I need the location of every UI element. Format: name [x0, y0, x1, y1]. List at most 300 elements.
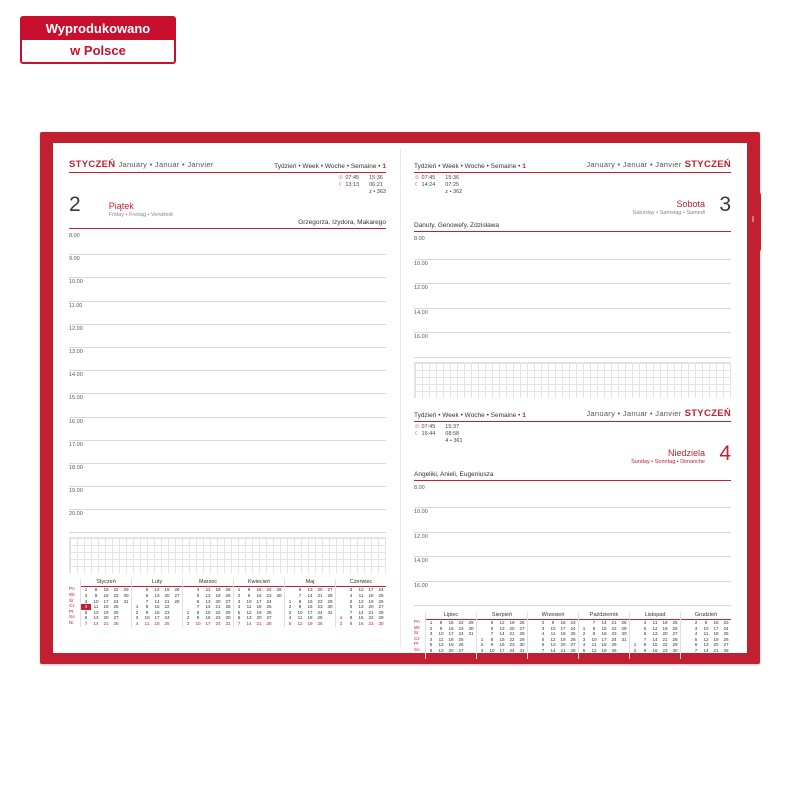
mini-calendar-day[interactable]: 25 [672, 620, 678, 625]
mini-calendar-day[interactable]: 14 [358, 609, 364, 615]
mini-calendar-day[interactable]: 20 [164, 593, 170, 599]
mini-calendar-day[interactable]: 11 [652, 620, 658, 625]
mini-calendar-day[interactable]: 7 [84, 621, 88, 626]
hour-slot[interactable] [69, 441, 386, 464]
mini-calendar-day[interactable]: 31 [327, 609, 333, 615]
mini-calendar-day[interactable]: 26 [458, 642, 464, 648]
mini-calendar-month[interactable] [182, 579, 233, 626]
mini-calendar-day[interactable]: 14 [652, 636, 658, 642]
mini-calendar-day[interactable]: 17 [154, 615, 160, 621]
mini-calendar-day[interactable] [619, 654, 629, 660]
mini-calendar-day[interactable]: 5 [541, 636, 545, 642]
mini-calendar-day[interactable]: 10 [195, 621, 201, 626]
mini-calendar-day[interactable]: 16 [652, 647, 658, 653]
mini-calendar-day[interactable]: 13 [154, 593, 160, 599]
mini-calendar-day[interactable]: 22 [713, 653, 719, 659]
mini-calendar-day[interactable]: 10 [550, 625, 556, 631]
mini-calendar-day[interactable]: 23 [458, 625, 464, 631]
mini-calendar-day[interactable]: 12 [438, 642, 444, 648]
hour-slot[interactable] [414, 508, 731, 533]
mini-calendar-day[interactable]: 17 [601, 636, 607, 642]
mini-calendar-day[interactable]: 18 [499, 653, 505, 659]
mini-calendar-day[interactable]: 7 [429, 653, 433, 659]
mini-calendar-day[interactable]: 2 [237, 593, 241, 599]
mini-calendar-day[interactable]: 25 [266, 604, 272, 610]
hour-slot[interactable] [69, 510, 386, 533]
mini-calendar-day[interactable]: 23 [164, 609, 170, 615]
mini-calendar-day[interactable]: 26 [174, 587, 180, 593]
mini-calendar-day[interactable]: 22 [611, 625, 617, 631]
mini-calendar-day[interactable]: 20 [215, 598, 221, 604]
mini-calendar-day[interactable]: 21 [164, 598, 170, 604]
mini-calendar-day[interactable]: 11 [550, 631, 556, 637]
mini-calendar-day[interactable]: 14 [438, 653, 444, 659]
mini-calendar-day[interactable]: 3 [694, 625, 698, 631]
mini-calendar-day[interactable]: 2 [633, 647, 637, 653]
mini-calendar-day[interactable]: 7 [145, 598, 149, 604]
mini-calendar-day[interactable]: 4 [135, 621, 139, 626]
mini-calendar-day[interactable]: 6 [582, 653, 586, 659]
mini-calendar-day[interactable]: 6 [84, 615, 88, 621]
mini-calendar-day[interactable]: 27 [519, 625, 525, 631]
mini-calendar-day[interactable]: 15 [205, 609, 211, 615]
mini-calendar-day[interactable]: 21 [713, 647, 719, 653]
mini-calendar-day[interactable]: 11 [489, 653, 495, 659]
mini-calendar-day[interactable]: 7 [490, 631, 494, 637]
mini-calendar-day[interactable]: 24 [113, 598, 119, 604]
mini-calendar-day[interactable]: 6 [490, 625, 494, 631]
mini-calendar-day[interactable]: 4 [643, 620, 647, 625]
mini-calendar-day[interactable]: 3 [541, 625, 545, 631]
mini-calendar-day[interactable]: 29 [123, 587, 129, 593]
mini-calendar-day[interactable]: 12 [154, 587, 160, 593]
mini-calendar-day[interactable]: 14 [205, 604, 211, 610]
mini-calendar-day[interactable]: 27 [266, 615, 272, 621]
mini-calendar-day[interactable]: 20 [601, 653, 607, 659]
mini-calendar-day[interactable]: 27 [225, 598, 231, 604]
mini-calendar-day[interactable]: 20 [560, 642, 566, 648]
mini-calendar-day[interactable]: 31 [519, 647, 525, 653]
mini-calendar-day[interactable] [670, 654, 680, 660]
mini-calendar-day[interactable]: 10 [642, 653, 648, 659]
mini-calendar-day[interactable]: 24 [509, 647, 515, 653]
mini-calendar-day[interactable]: 26 [317, 621, 323, 626]
mini-calendar-day[interactable]: 25 [611, 642, 617, 648]
mini-calendar-day[interactable]: 13 [703, 642, 709, 648]
mini-calendar-day[interactable]: 12 [358, 598, 364, 604]
mini-calendar-day[interactable]: 8 [298, 598, 302, 604]
mini-calendar-day[interactable]: 1 [480, 636, 484, 642]
mini-calendar-day[interactable]: 14 [93, 621, 99, 626]
mini-calendar-day[interactable]: 6 [237, 615, 241, 621]
mini-calendar-day[interactable]: 28 [458, 653, 464, 659]
mini-calendar-day[interactable]: 26 [672, 625, 678, 631]
mini-calendar-day[interactable]: 5 [145, 587, 149, 593]
mini-calendar-day[interactable]: 19 [256, 609, 262, 615]
mini-calendar-day[interactable]: 8 [490, 636, 494, 642]
mini-calendar-day[interactable]: 26 [723, 636, 729, 642]
mini-calendar-day[interactable]: 13 [438, 647, 444, 653]
mini-calendar-day[interactable]: 29 [468, 620, 474, 625]
hour-slot[interactable] [69, 325, 386, 348]
mini-calendar-day[interactable]: 20 [317, 587, 323, 593]
mini-calendar-day[interactable]: 13 [652, 631, 658, 637]
mini-calendar-day[interactable]: 14 [499, 631, 505, 637]
mini-calendar-day[interactable]: 18 [368, 593, 374, 599]
mini-calendar-day[interactable]: 3 [186, 621, 190, 626]
mini-calendar-day[interactable]: 17 [560, 625, 566, 631]
mini-calendar-day[interactable]: 17 [652, 653, 658, 659]
mini-calendar-day[interactable]: 30 [327, 604, 333, 610]
mini-calendar-day[interactable]: 1 [633, 642, 637, 648]
mini-calendar-day[interactable]: 29 [570, 653, 576, 659]
mini-calendar-day[interactable]: 28 [519, 631, 525, 637]
mini-calendar-day[interactable]: 23 [723, 620, 729, 625]
mini-calendar-day[interactable] [274, 621, 284, 627]
mini-calendar-day[interactable]: 8 [439, 620, 443, 625]
mini-calendar-day[interactable]: 9 [704, 620, 708, 625]
mini-calendar-day[interactable]: 12 [205, 593, 211, 599]
mini-calendar-day[interactable]: 2 [480, 642, 484, 648]
mini-calendar-day[interactable]: 1 [186, 609, 190, 615]
mini-calendar-day[interactable]: 5 [582, 647, 586, 653]
mini-calendar-day[interactable]: 29 [378, 615, 384, 621]
mini-calendar-day[interactable]: 30 [519, 642, 525, 648]
mini-calendar-day[interactable]: 22 [509, 636, 515, 642]
mini-calendar-day[interactable]: 3 [288, 609, 292, 615]
mini-calendar-month[interactable] [425, 612, 476, 659]
mini-calendar-month[interactable] [629, 612, 680, 659]
mini-calendar-day[interactable]: 21 [317, 593, 323, 599]
mini-calendar-day[interactable] [121, 621, 131, 627]
mini-calendar-day[interactable]: 12 [93, 609, 99, 615]
mini-calendar-day[interactable]: 30 [123, 593, 129, 599]
mini-calendar-day[interactable]: 9 [196, 615, 200, 621]
mini-calendar-day[interactable]: 5 [643, 625, 647, 631]
mini-calendar-day[interactable]: 30 [672, 647, 678, 653]
mini-calendar-day[interactable]: 28 [113, 621, 119, 626]
mini-calendar-day[interactable]: 24 [570, 625, 576, 631]
mini-calendar-day[interactable]: 9 [145, 609, 149, 615]
mini-calendar-month[interactable] [284, 579, 335, 626]
mini-calendar-day[interactable]: 16 [358, 621, 364, 626]
mini-calendar-day[interactable]: 12 [297, 621, 303, 626]
mini-calendar-day[interactable]: 5 [429, 642, 433, 648]
mini-calendar-day[interactable]: 20 [509, 625, 515, 631]
mini-calendar-day[interactable]: 15 [550, 653, 556, 659]
mini-calendar-day[interactable]: 29 [723, 653, 729, 659]
mini-calendar-day[interactable]: 24 [317, 609, 323, 615]
mini-calendar-month[interactable] [680, 612, 731, 659]
mini-calendar-day[interactable]: 11 [358, 593, 364, 599]
mini-calendar-day[interactable]: 5 [196, 593, 200, 599]
mini-calendar-day[interactable]: 4 [694, 631, 698, 637]
mini-calendar-day[interactable]: 20 [448, 647, 454, 653]
mini-calendar-day[interactable]: 9 [439, 625, 443, 631]
mini-calendar-day[interactable]: 15 [652, 642, 658, 648]
mini-calendar-day[interactable]: 22 [266, 587, 272, 593]
mini-calendar-day[interactable]: 23 [266, 593, 272, 599]
mini-calendar-day[interactable]: 21 [103, 621, 109, 626]
mini-calendar-day[interactable]: 25 [113, 604, 119, 610]
mini-calendar-month[interactable] [527, 612, 578, 659]
mini-calendar-day[interactable]: 8 [145, 604, 149, 610]
mini-calendar-day[interactable]: 12 [703, 636, 709, 642]
mini-calendar-day[interactable]: 16 [560, 620, 566, 625]
mini-calendar-day[interactable]: 14 [154, 598, 160, 604]
mini-calendar-day[interactable]: 18 [215, 587, 221, 593]
hour-slot[interactable] [69, 464, 386, 487]
hour-slot[interactable] [69, 487, 386, 510]
mini-calendar-day[interactable]: 18 [307, 615, 313, 621]
mini-calendar-day[interactable]: 3 [84, 598, 88, 604]
mini-calendar-day[interactable]: 2 [694, 620, 698, 625]
mini-calendar-day[interactable]: 4 [349, 593, 353, 599]
mini-calendar-day[interactable]: 14 [246, 621, 252, 626]
mini-calendar-day[interactable]: 14 [307, 593, 313, 599]
mini-calendar-day[interactable]: 13 [591, 653, 597, 659]
mini-calendar-day[interactable]: 25 [458, 636, 464, 642]
mini-calendar-day[interactable]: 11 [297, 615, 303, 621]
mini-calendar-day[interactable]: 18 [662, 620, 668, 625]
mini-calendar-day[interactable]: 10 [489, 647, 495, 653]
mini-calendar-day[interactable]: 27 [723, 642, 729, 648]
mini-calendar-day[interactable]: 13 [246, 615, 252, 621]
mini-calendar-day[interactable]: 5 [349, 598, 353, 604]
mini-calendar-day[interactable]: 15 [601, 625, 607, 631]
mini-calendar-day[interactable]: 18 [448, 636, 454, 642]
mini-calendar-day[interactable]: 28 [672, 636, 678, 642]
mini-calendar-day[interactable]: 28 [621, 620, 627, 625]
mini-calendar-day[interactable]: 16 [103, 593, 109, 599]
mini-calendar-day[interactable]: 9 [298, 604, 302, 610]
mini-calendar-day[interactable]: 1 [339, 615, 343, 621]
mini-calendar-day[interactable]: 21 [509, 631, 515, 637]
mini-calendar-day[interactable]: 29 [276, 587, 282, 593]
hour-slot[interactable] [414, 533, 731, 558]
mini-calendar-day[interactable]: 19 [164, 587, 170, 593]
mini-calendar-day[interactable]: 20 [256, 615, 262, 621]
mini-calendar-month[interactable] [335, 579, 386, 626]
mini-calendar-day[interactable]: 19 [509, 620, 515, 625]
mini-calendar-day[interactable]: 6 [145, 593, 149, 599]
hour-slot[interactable] [414, 557, 731, 582]
mini-calendar-day[interactable]: 26 [266, 609, 272, 615]
mini-calendar-day[interactable]: 21 [256, 621, 262, 626]
hour-slot[interactable] [69, 371, 386, 394]
mini-calendar-month[interactable] [131, 579, 182, 626]
mini-calendar-day[interactable]: 7 [196, 604, 200, 610]
mini-calendar-day[interactable]: 28 [570, 647, 576, 653]
mini-calendar-day[interactable]: 3 [480, 647, 484, 653]
mini-calendar-day[interactable]: 9 [94, 593, 98, 599]
mini-calendar-day[interactable]: 28 [225, 604, 231, 610]
mini-calendar-day[interactable]: 24 [164, 615, 170, 621]
mini-calendar-day[interactable]: 18 [256, 604, 262, 610]
mini-calendar-day[interactable]: 1 [237, 587, 241, 593]
mini-calendar-day[interactable]: 20 [662, 631, 668, 637]
mini-calendar-day[interactable]: 15 [154, 604, 160, 610]
mini-calendar-day[interactable]: 23 [215, 615, 221, 621]
mini-calendar-day[interactable]: 21 [560, 647, 566, 653]
mini-calendar-day[interactable]: 2 [186, 615, 190, 621]
mini-calendar-day[interactable]: 4 [237, 604, 241, 610]
mini-calendar-month[interactable] [476, 612, 527, 659]
mini-calendar-day[interactable]: 14 [703, 647, 709, 653]
mini-calendar-day[interactable]: 13 [93, 615, 99, 621]
mini-calendar-day[interactable]: 15 [358, 615, 364, 621]
mini-calendar-day[interactable]: 17 [307, 609, 313, 615]
mini-calendar-day[interactable]: 19 [560, 636, 566, 642]
mini-calendar-day[interactable]: 27 [458, 647, 464, 653]
mini-calendar-day[interactable] [466, 654, 476, 660]
mini-calendar-day[interactable]: 6 [349, 604, 353, 610]
mini-calendar-day[interactable]: 17 [499, 647, 505, 653]
mini-calendar-day[interactable]: 28 [327, 593, 333, 599]
mini-calendar-day[interactable]: 25 [570, 631, 576, 637]
mini-calendar-day[interactable]: 28 [174, 598, 180, 604]
mini-calendar-day[interactable]: 30 [378, 621, 384, 626]
right-top-notes-grid[interactable] [414, 362, 731, 398]
hour-slot[interactable] [69, 255, 386, 278]
mini-calendar-day[interactable]: 21 [215, 604, 221, 610]
mini-calendar-day[interactable]: 24 [723, 625, 729, 631]
mini-calendar-day[interactable]: 8 [541, 653, 545, 659]
mini-calendar-day[interactable]: 4 [196, 587, 200, 593]
mini-calendar-day[interactable]: 17 [205, 621, 211, 626]
mini-calendar-day[interactable]: 8 [643, 642, 647, 648]
hour-slot[interactable] [414, 582, 731, 607]
mini-calendar-day[interactable]: 6 [541, 642, 545, 648]
mini-calendar-day[interactable]: 16 [713, 620, 719, 625]
mini-calendar-day[interactable]: 7 [541, 647, 545, 653]
mini-calendar-day[interactable]: 21 [448, 653, 454, 659]
mini-calendar-day[interactable]: 11 [144, 621, 150, 626]
hour-slot[interactable] [414, 284, 731, 309]
mini-calendar-day[interactable]: 27 [113, 615, 119, 621]
mini-calendar-day[interactable]: 12 [246, 609, 252, 615]
mini-calendar-day[interactable]: 1 [429, 620, 433, 625]
mini-calendar-day[interactable]: 27 [327, 587, 333, 593]
mini-calendar-day[interactable]: 7 [298, 593, 302, 599]
mini-calendar-day[interactable]: 2 [288, 604, 292, 610]
mini-calendar-day[interactable]: 12 [499, 620, 505, 625]
hour-slot[interactable] [414, 333, 731, 358]
mini-calendar-day[interactable]: 4 [81, 604, 91, 610]
mini-calendar-day[interactable]: 22 [215, 609, 221, 615]
mini-calendar-day[interactable]: 15 [256, 587, 262, 593]
mini-calendar-day[interactable]: 6 [694, 642, 698, 648]
mini-calendar-day[interactable]: 22 [458, 620, 464, 625]
mini-calendar-day[interactable]: 23 [509, 642, 515, 648]
mini-calendar-day[interactable]: 1 [135, 604, 139, 610]
mini-calendar-day[interactable]: 24 [662, 653, 668, 659]
mini-calendar-day[interactable]: 7 [237, 621, 241, 626]
mini-calendar-day[interactable]: 10 [358, 587, 364, 593]
mini-calendar-day[interactable]: 8 [592, 625, 596, 631]
mini-calendar-day[interactable]: 22 [560, 653, 566, 659]
mini-calendar-day[interactable]: 7 [349, 609, 353, 615]
mini-calendar-day[interactable]: 6 [298, 587, 302, 593]
mini-calendar-day[interactable]: 27 [174, 593, 180, 599]
mini-calendar-day[interactable]: 28 [378, 609, 384, 615]
mini-calendar-day[interactable]: 9 [592, 631, 596, 637]
mini-calendar-day[interactable]: 26 [570, 636, 576, 642]
mini-calendar-day[interactable]: 8 [196, 609, 200, 615]
mini-calendar-day[interactable]: 23 [113, 593, 119, 599]
mini-calendar-day[interactable]: 5 [84, 609, 88, 615]
mini-calendar-day[interactable]: 12 [652, 625, 658, 631]
mini-calendar-day[interactable]: 19 [215, 593, 221, 599]
mini-calendar-day[interactable]: 17 [713, 625, 719, 631]
mini-calendar-day[interactable]: 13 [205, 598, 211, 604]
mini-calendar-day[interactable]: 22 [113, 587, 119, 593]
month-tab-marker[interactable] [745, 192, 761, 252]
mini-calendar-day[interactable]: 16 [499, 642, 505, 648]
hour-slot[interactable] [69, 394, 386, 417]
mini-calendar-day[interactable]: 27 [378, 604, 384, 610]
mini-calendar-day[interactable]: 25 [317, 615, 323, 621]
mini-calendar-day[interactable]: 8 [94, 587, 98, 593]
mini-calendar-day[interactable]: 22 [164, 604, 170, 610]
mini-calendar-day[interactable]: 14 [550, 647, 556, 653]
mini-calendar-day[interactable]: 22 [368, 615, 374, 621]
mini-calendar-day[interactable]: 9 [349, 621, 353, 626]
mini-calendar-day[interactable]: 17 [103, 598, 109, 604]
mini-calendar-day[interactable]: 13 [499, 625, 505, 631]
mini-calendar-day[interactable]: 9 [490, 642, 494, 648]
mini-calendar-day[interactable]: 8 [247, 587, 251, 593]
mini-calendar-day[interactable]: 11 [438, 636, 444, 642]
mini-calendar-day[interactable]: 19 [713, 636, 719, 642]
mini-calendar-day[interactable]: 26 [113, 609, 119, 615]
left-notes-grid[interactable] [69, 537, 386, 573]
mini-calendar-day[interactable]: 31 [123, 598, 129, 604]
mini-calendar-day[interactable]: 22 [662, 642, 668, 648]
mini-calendar-day[interactable]: 13 [307, 587, 313, 593]
mini-calendar-day[interactable]: 15 [448, 620, 454, 625]
mini-calendar-day[interactable]: 4 [288, 615, 292, 621]
mini-calendar-day[interactable]: 5 [490, 620, 494, 625]
mini-calendar-day[interactable]: 26 [378, 598, 384, 604]
mini-calendar-month[interactable] [80, 579, 131, 626]
mini-calendar-day[interactable]: 2 [429, 625, 433, 631]
mini-calendar-day[interactable]: 21 [611, 620, 617, 625]
mini-calendar-day[interactable]: 5 [237, 609, 241, 615]
mini-calendar-day[interactable]: 4 [582, 642, 586, 648]
mini-calendar-day[interactable]: 1 [531, 653, 535, 659]
mini-calendar-day[interactable]: 2 [582, 631, 586, 637]
mini-calendar-day[interactable]: 10 [144, 615, 150, 621]
mini-calendar-day[interactable]: 3 [429, 631, 433, 637]
mini-calendar-day[interactable] [325, 621, 335, 627]
mini-calendar-day[interactable]: 17 [368, 587, 374, 593]
mini-calendar-day[interactable]: 18 [154, 621, 160, 626]
hour-slot[interactable] [69, 302, 386, 325]
mini-calendar-day[interactable]: 10 [93, 598, 99, 604]
mini-calendar-day[interactable]: 11 [246, 604, 252, 610]
mini-calendar-day[interactable]: 18 [713, 631, 719, 637]
hour-slot[interactable] [414, 309, 731, 334]
mini-calendar-day[interactable]: 1 [288, 598, 292, 604]
mini-calendar-day[interactable]: 27 [570, 642, 576, 648]
mini-calendar-day[interactable]: 23 [570, 620, 576, 625]
mini-calendar-day[interactable]: 29 [225, 609, 231, 615]
hour-slot[interactable] [414, 484, 731, 509]
mini-calendar-day[interactable]: 20 [713, 642, 719, 648]
mini-calendar-day[interactable]: 15 [307, 598, 313, 604]
mini-calendar-day[interactable]: 19 [601, 647, 607, 653]
